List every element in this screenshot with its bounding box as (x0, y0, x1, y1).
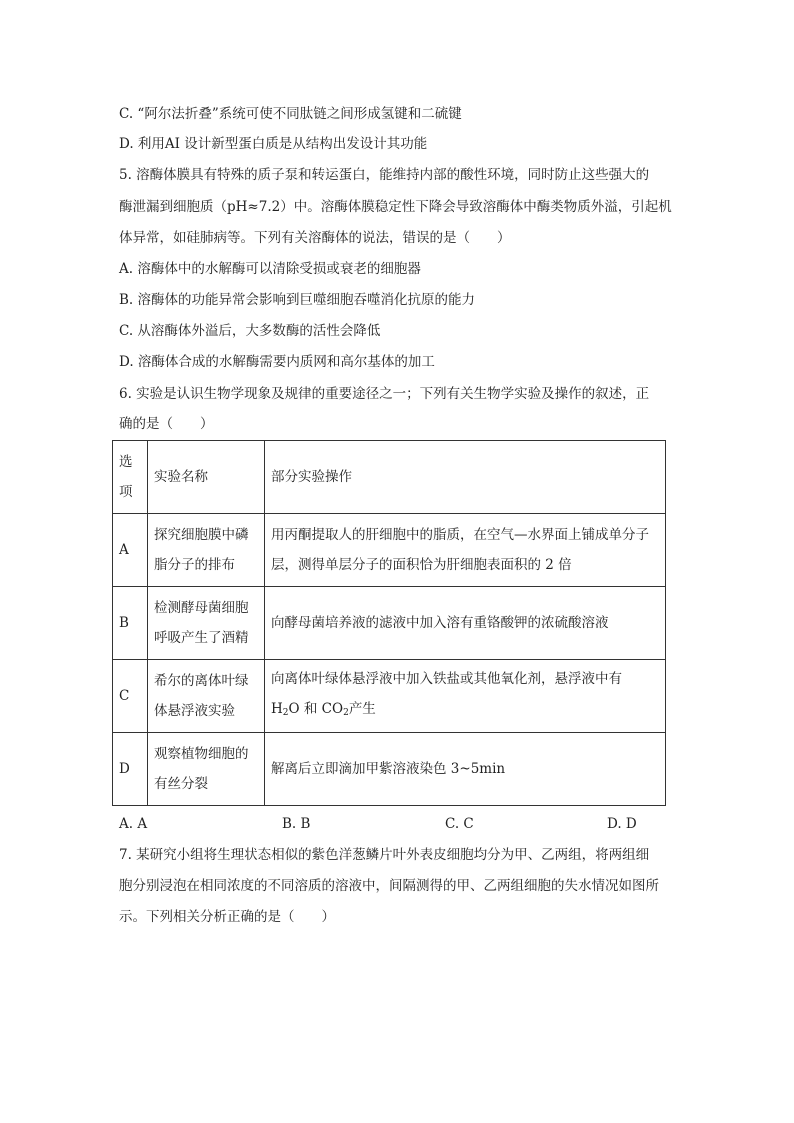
answer-option-a: A. A (119, 816, 148, 832)
header-operation: 部分实验操作 (265, 441, 666, 514)
formula-h: H (271, 701, 283, 717)
q5-option-d: D. 溶酶体合成的水解酶需要内质网和高尔基体的加工 (119, 354, 435, 370)
question-7-line-3: 示。下列相关分析正确的是（ ） (119, 909, 335, 925)
row-name: 探究细胞膜中磷脂分子的排布 (148, 514, 265, 587)
row-name: 希尔的离体叶绿体悬浮液实验 (148, 660, 265, 733)
row-option: B (113, 587, 148, 660)
table-row (113, 733, 666, 806)
question-5-line-1: 5. 溶酶体膜具有特殊的质子泵和转运蛋白，能维持内部的酸性环境，同时防止这些强大的 (119, 167, 650, 183)
subscript-2b: 2 (343, 708, 349, 718)
table-row (113, 514, 666, 587)
row-operation-line1: 向离体叶绿体悬浮液中加入铁盐或其他氧化剂，悬浮液中有 (271, 671, 622, 687)
question-6-line-1: 6. 实验是认识生物学现象及规律的重要途径之一；下列有关生物学实验及操作的叙述，正 (119, 386, 650, 402)
row-name: 观察植物细胞的有丝分裂 (148, 733, 265, 806)
formula-o-co: O 和 CO (288, 701, 344, 717)
row-operation: 用丙酮提取人的肝细胞中的脂质，在空气—水界面上铺成单分子层，测得单层分子的面积恰为肝细胞表面积的 2 倍 (265, 514, 666, 587)
answer-option-c: C. C (445, 816, 474, 832)
row-option: C (113, 660, 148, 733)
q5-option-a: A. 溶酶体中的水解酶可以清除受损或衰老的细胞器 (119, 261, 421, 277)
header-option: 选项 (113, 441, 148, 514)
q5-option-c: C. 从溶酶体外溢后，大多数酶的活性会降低 (119, 323, 381, 339)
question-7-line-2: 胞分别浸泡在相同浓度的不同溶质的溶液中，间隔测得的甲、乙两组细胞的失水情况如图所 (119, 878, 659, 894)
row-name: 检测酵母菌细胞呼吸产生了酒精 (148, 587, 265, 660)
table-row (113, 587, 666, 660)
answer-option-d: D. D (607, 816, 637, 832)
option-c-text: C. “阿尔法折叠”系统可使不同肽链之间形成氢键和二硫键 (119, 106, 462, 122)
header-name: 实验名称 (148, 441, 265, 514)
row-option: A (113, 514, 148, 587)
formula-tail: 产生 (348, 701, 376, 717)
table-row (113, 660, 666, 733)
row-operation: 解离后立即滴加甲紫溶液染色 3~5min (265, 733, 666, 806)
question-7-line-1: 7. 某研究小组将生理状态相似的紫色洋葱鳞片叶外表皮细胞均分为甲、乙两组，将两组细 (119, 847, 650, 863)
row-option: D (113, 733, 148, 806)
answer-option-b: B. B (282, 816, 311, 832)
question-6-line-2: 确的是（ ） (119, 416, 214, 432)
table-header-row (113, 441, 666, 514)
q5-option-b: B. 溶酶体的功能异常会影响到巨噬细胞吞噬消化抗原的能力 (119, 292, 476, 308)
row-operation: 向酵母菌培养液的滤液中加入溶有重铬酸钾的浓硫酸溶液 (265, 587, 666, 660)
question-5-line-3: 体异常，如硅肺病等。下列有关溶酶体的说法，错误的是（ ） (119, 230, 511, 246)
subscript-2: 2 (282, 708, 289, 718)
row-operation (265, 660, 666, 733)
question-5-line-2: 酶泄漏到细胞质（pH≈7.2）中。溶酶体膜稳定性下降会导致溶酶体中酶类物质外溢，引起机 (119, 199, 672, 215)
option-d-text: D. 利用AI 设计新型蛋白质是从结构出发设计其功能 (119, 136, 428, 152)
experiment-table (112, 440, 666, 806)
